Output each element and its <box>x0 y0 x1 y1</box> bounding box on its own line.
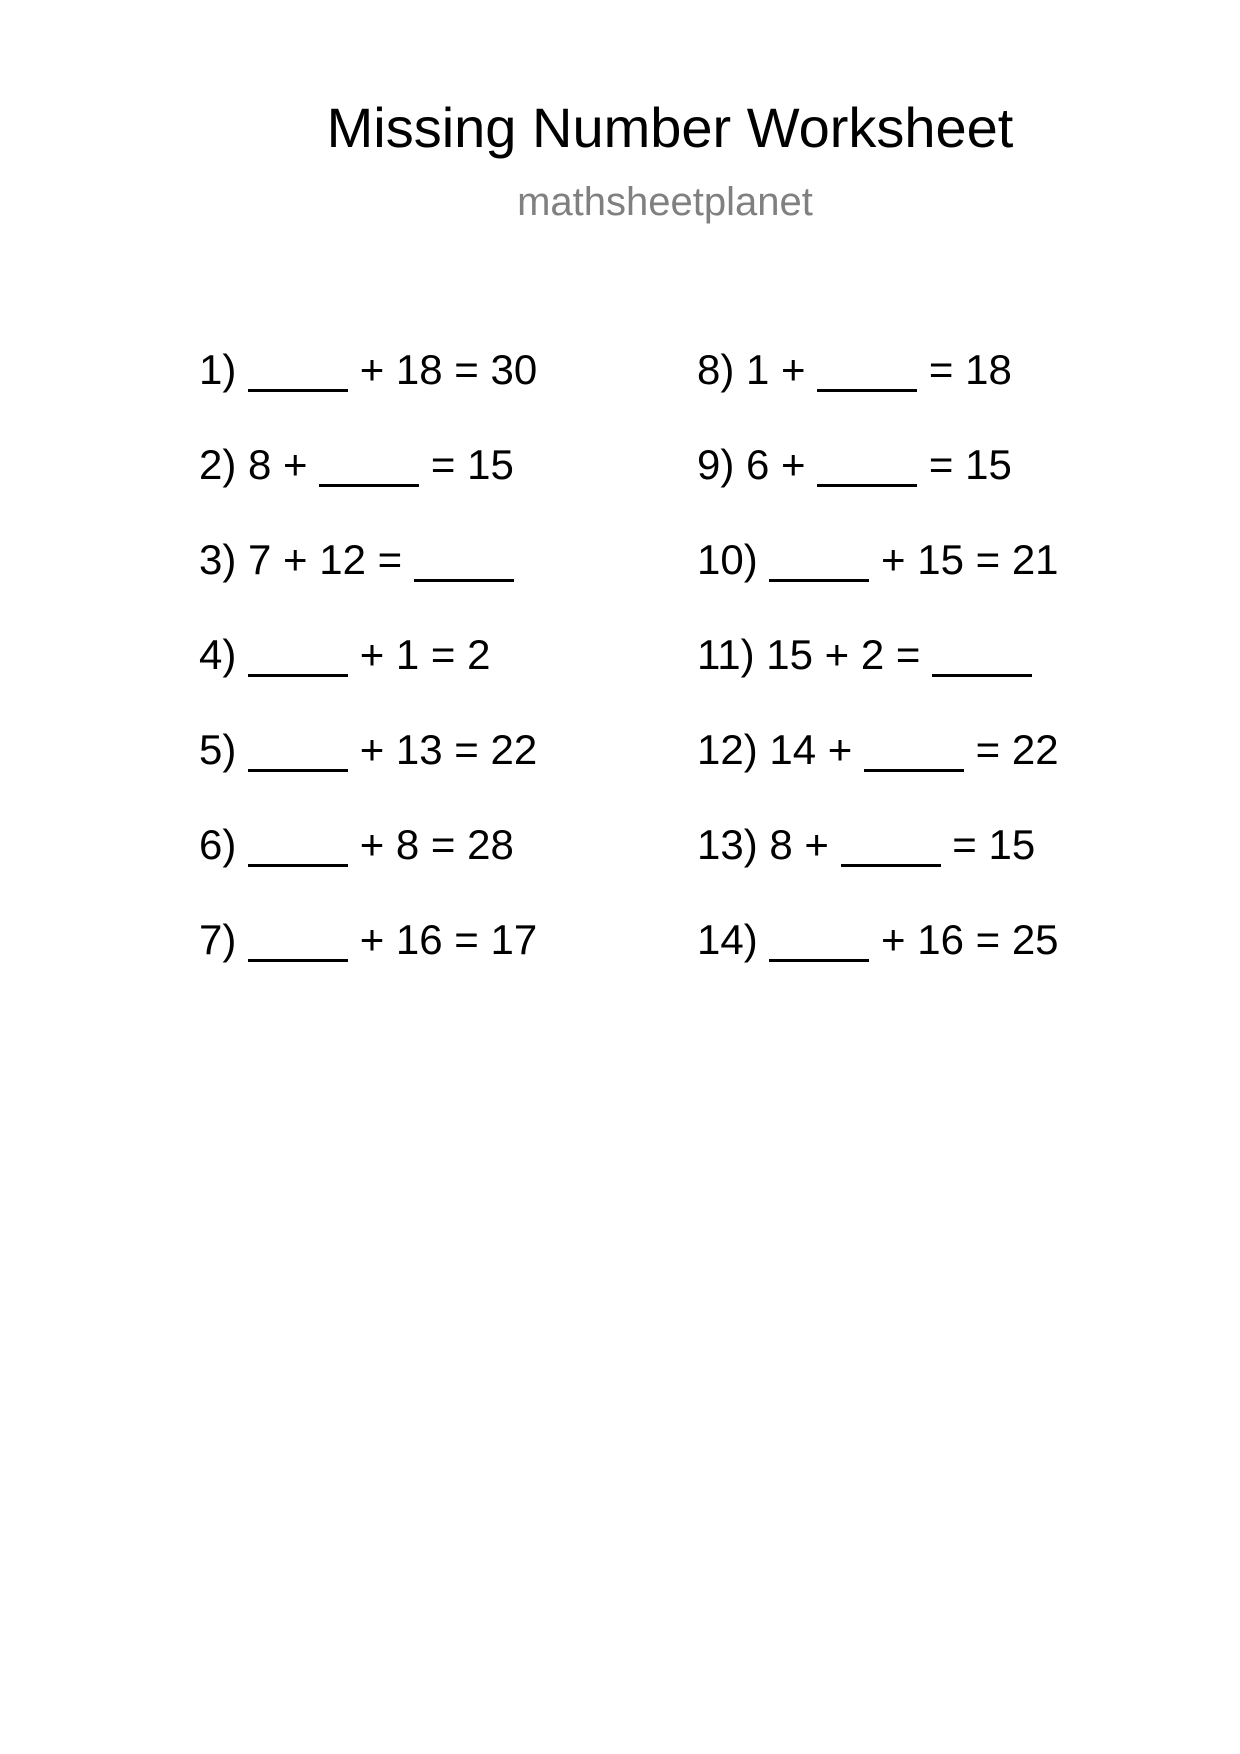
problem-10: 10) + 15 = 21 <box>697 536 1059 583</box>
problem-number: 12) <box>697 726 758 773</box>
problem-1: 1) + 18 = 30 <box>199 346 538 393</box>
problem-number: 11) <box>697 631 755 678</box>
problems-left-column <box>199 345 537 1010</box>
problem-2: 2) 8 + = 15 <box>199 441 514 488</box>
problem-6: 6) + 8 = 28 <box>199 821 514 868</box>
problem-4: 4) + 1 = 2 <box>199 631 491 678</box>
problem-12: 12) 14 + = 22 <box>697 726 1059 773</box>
problem-number: 6) <box>199 821 237 868</box>
answer-blank[interactable] <box>248 632 348 677</box>
problem-9: 9) 6 + = 15 <box>697 441 1012 488</box>
answer-blank[interactable] <box>932 632 1032 677</box>
problem-7: 7) + 16 = 17 <box>199 916 538 963</box>
answer-blank[interactable] <box>248 727 348 772</box>
answer-blank[interactable] <box>841 822 941 867</box>
problems-right-column <box>697 345 1059 1010</box>
answer-blank[interactable] <box>319 442 419 487</box>
problem-number: 14) <box>697 916 758 963</box>
problem-3: 3) 7 + 12 = <box>199 535 537 630</box>
problem-13: 13) 8 + = 15 <box>697 821 1036 868</box>
problem-number: 4) <box>199 631 237 678</box>
answer-blank[interactable] <box>864 727 964 772</box>
page-subtitle: mathsheetplanet <box>517 180 813 224</box>
answer-blank[interactable] <box>248 822 348 867</box>
problem-5: 5) + 13 = 22 <box>199 726 538 773</box>
problem-number: 10) <box>697 536 758 583</box>
problem-14: 14) + 16 = 25 <box>697 916 1059 963</box>
answer-blank[interactable] <box>414 537 514 582</box>
problem-number: 8) <box>697 346 735 393</box>
problem-11: 11) 15 + 2 = <box>697 630 1059 725</box>
problem-number: 9) <box>697 441 735 488</box>
page-title: Missing Number Worksheet <box>326 96 1014 159</box>
answer-blank[interactable] <box>248 917 348 962</box>
answer-blank[interactable] <box>248 347 348 392</box>
problem-number: 7) <box>199 916 237 963</box>
problem-number: 3) <box>199 536 237 583</box>
answer-blank[interactable] <box>769 537 869 582</box>
problem-8: 8) 1 + = 18 <box>697 346 1012 393</box>
answer-blank[interactable] <box>817 442 917 487</box>
problem-number: 5) <box>199 726 237 773</box>
problem-number: 2) <box>199 441 237 488</box>
answer-blank[interactable] <box>817 347 917 392</box>
problem-number: 1) <box>199 346 237 393</box>
answer-blank[interactable] <box>769 917 869 962</box>
problem-number: 13) <box>697 821 758 868</box>
